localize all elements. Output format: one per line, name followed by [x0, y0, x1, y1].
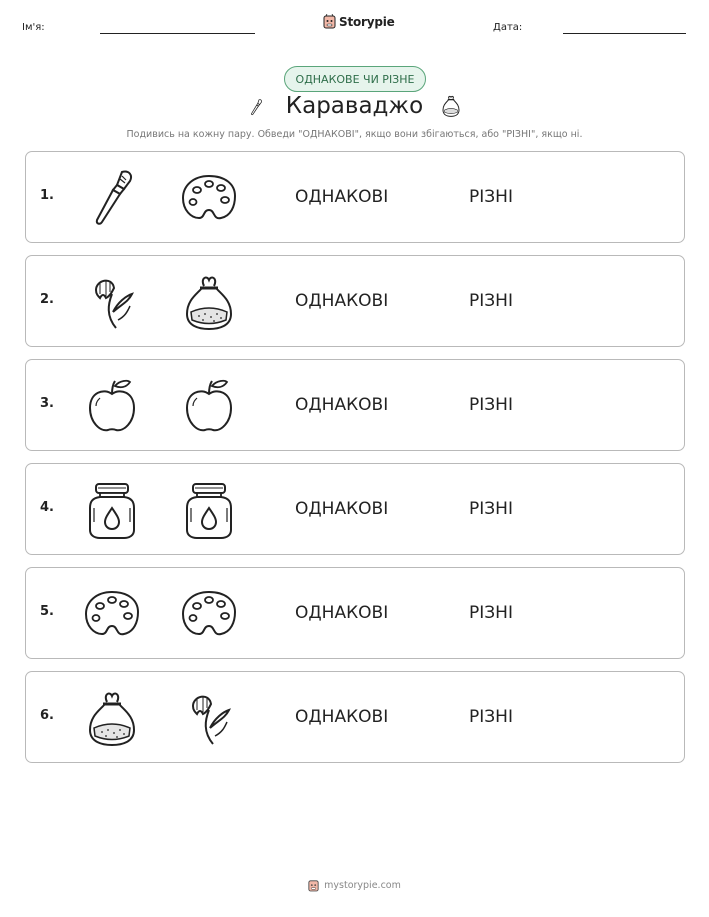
name-line[interactable] [100, 33, 255, 34]
paint-jar-icon [82, 480, 142, 540]
footer-site[interactable]: mystorypie.com [324, 880, 401, 891]
pair-row-4 [25, 463, 685, 555]
option-different[interactable]: РІЗНІ [469, 187, 513, 207]
option-different[interactable]: РІЗНІ [469, 395, 513, 415]
storypie-footer-icon [308, 879, 319, 892]
name-label: Ім'я: [22, 22, 45, 33]
pair-row-2 [25, 255, 685, 347]
row-number: 5. [40, 604, 54, 619]
option-different[interactable]: РІЗНІ [469, 499, 513, 519]
worksheet-title: Караваджо [285, 93, 424, 119]
palette-icon [179, 168, 239, 228]
palette-icon [82, 584, 142, 644]
row-number: 1. [40, 188, 54, 203]
storypie-logo [323, 14, 395, 29]
worksheet-type-badge: ОДНАКОВЕ ЧИ РІЗНЕ [284, 66, 426, 92]
flower-icon [179, 688, 239, 748]
pair-row-6 [25, 671, 685, 763]
option-different[interactable]: РІЗНІ [469, 707, 513, 727]
pouch-icon [439, 92, 463, 124]
apple-icon [82, 376, 142, 436]
paintbrush-icon [82, 168, 142, 228]
row-number: 3. [40, 396, 54, 411]
logo-text: Storypie [339, 14, 395, 29]
date-label: Дата: [493, 22, 523, 33]
pouch-icon [82, 688, 142, 748]
row-number: 2. [40, 292, 54, 307]
instructions: Подивись на кожну пару. Обведи "ОДНАКОВІ", якщо вони збігаються, або "РІЗНІ", якщо ні. [126, 129, 583, 140]
pouch-icon [179, 272, 239, 332]
pair-row-1 [25, 151, 685, 243]
footer [0, 879, 709, 892]
option-same[interactable]: ОДНАКОВІ [295, 395, 389, 415]
pair-row-3 [25, 359, 685, 451]
palette-icon [179, 584, 239, 644]
option-same[interactable]: ОДНАКОВІ [295, 291, 389, 311]
row-number: 4. [40, 500, 54, 515]
apple-icon [179, 376, 239, 436]
paint-jar-icon [179, 480, 239, 540]
option-same[interactable]: ОДНАКОВІ [295, 603, 389, 623]
option-different[interactable]: РІЗНІ [469, 291, 513, 311]
option-same[interactable]: ОДНАКОВІ [295, 707, 389, 727]
storypie-logo-icon [323, 14, 336, 29]
date-line[interactable] [563, 33, 686, 34]
option-same[interactable]: ОДНАКОВІ [295, 187, 389, 207]
option-same[interactable]: ОДНАКОВІ [295, 499, 389, 519]
flower-icon [82, 272, 142, 332]
option-different[interactable]: РІЗНІ [469, 603, 513, 623]
pair-row-5 [25, 567, 685, 659]
row-number: 6. [40, 708, 54, 723]
